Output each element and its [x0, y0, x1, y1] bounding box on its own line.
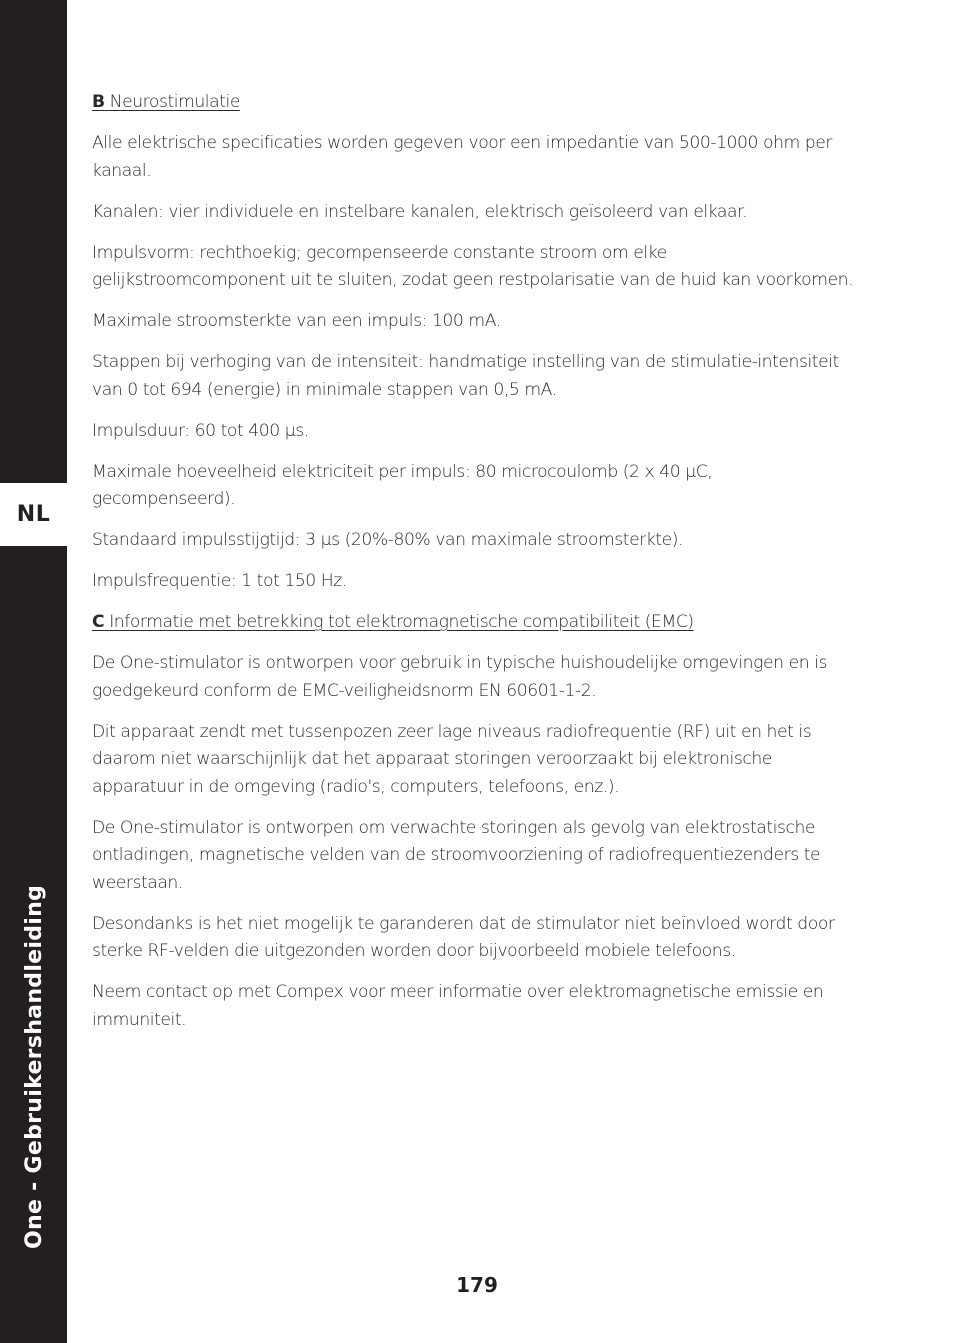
paragraph: Dit apparaat zendt met tussenpozen zeer lage niveaus radiofrequentie (RF) uit en het is daarom niet waarschijnlijk dat het apparaat storingen veroorzaakt bij elektronische apparatuur in de omgeving (radio's, computers, telefoons, enz.). — [92, 721, 812, 797]
section-letter-b: B — [92, 92, 105, 112]
language-tab — [0, 483, 67, 546]
paragraph: Impulsduur: 60 tot 400 µs. — [92, 420, 309, 441]
section-heading-b — [92, 89, 860, 117]
section-title-c: Informatie met betrekking tot elektromagnetische compatibiliteit (EMC) — [109, 612, 694, 632]
section-title-b: Neurostimulatie — [109, 92, 240, 112]
paragraph: Impulsvorm: rechthoekig; gecompenseerde constante stroom om elke gelijkstroomcomponent uit te sluiten, zodat geen restpolarisatie van de huid kan voorkomen. — [92, 242, 854, 290]
language-tab-label: NL — [16, 502, 51, 527]
page-number: 179 — [456, 1273, 498, 1297]
paragraph: Kanalen: vier individuele en instelbare kanalen, elektrisch geïsoleerd van elkaar. — [92, 201, 748, 222]
section-letter-c: C — [92, 612, 105, 632]
paragraph: Maximale stroomsterkte van een impuls: 100 mA. — [92, 311, 501, 331]
section-heading-c — [92, 609, 860, 637]
paragraph: De One-stimulator is ontworpen om verwachte storingen als gevolg van elektrostatische ontladingen, magnetische velden van de stroomvoorziening of radiofrequentiezenders te weerstaan. — [92, 817, 821, 893]
paragraph: Impulsfrequentie: 1 tot 150 Hz. — [92, 571, 347, 591]
side-bar — [0, 0, 67, 1343]
manual-title-vertical: One - Gebruikershandleiding — [22, 884, 47, 1249]
paragraph: Desondanks is het niet mogelijk te garanderen dat de stimulator niet beïnvloed wordt door sterke RF-velden die uitgezonden worden door bijvoorbeeld mobiele telefoons. — [92, 913, 835, 961]
paragraph: Stappen bij verhoging van de intensiteit: handmatige instelling van de stimulatie-intensiteit van 0 tot 694 (energie) in minimale stappen van 0,5 mA. — [92, 352, 839, 400]
paragraph: Alle elektrische specificaties worden gegeven voor een impedantie van 500-1000 ohm per kanaal. — [92, 133, 833, 181]
paragraph: Neem contact op met Compex voor meer informatie over elektromagnetische emissie en immuniteit. — [92, 982, 824, 1030]
paragraph: Maximale hoeveelheid elektriciteit per impuls: 80 microcoulomb (2 x 40 µC, gecompenseerd). — [92, 461, 713, 509]
main-content — [92, 89, 860, 1048]
paragraph: De One-stimulator is ontworpen voor gebruik in typische huishoudelijke omgevingen en is goedgekeurd conform de EMC-veiligheidsnorm EN 60601-1-2. — [92, 653, 827, 701]
paragraph: Standaard impulsstijgtijd: 3 µs (20%-80% van maximale stroomsterkte). — [92, 530, 684, 550]
